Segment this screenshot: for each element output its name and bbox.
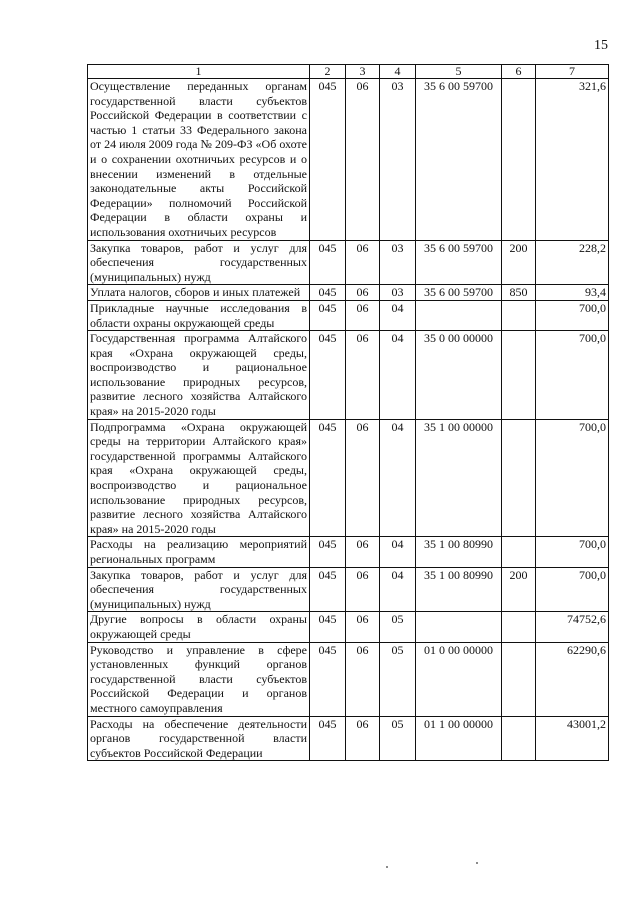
ministry-code-cell: 045	[310, 331, 346, 420]
header-cell: 2	[310, 65, 346, 79]
header-cell: 3	[346, 65, 380, 79]
table-row	[88, 419, 609, 537]
item-name-cell: Подпрограмма «Охрана окружающей среды на территории Алтайского края» государственной программы Алтайского края «Охрана окружающей среды, воспроизводство и рациональное использование природных ресурсов, развитие лесного хозяйства Алтайского края» на 2015-2020 годы	[88, 419, 310, 537]
expense-type-code-cell	[502, 642, 536, 716]
table-row	[88, 716, 609, 761]
section-code-cell: 06	[346, 612, 380, 642]
target-article-code-cell: 01 0 00 00000	[416, 642, 502, 716]
target-article-code-cell: 35 1 00 80990	[416, 567, 502, 612]
amount-cell: 228,2	[536, 240, 609, 285]
ministry-code-cell: 045	[310, 300, 346, 330]
section-code-cell: 06	[346, 419, 380, 537]
amount-cell: 74752,6	[536, 612, 609, 642]
table-row	[88, 300, 609, 330]
ministry-code-cell: 045	[310, 537, 346, 567]
amount-cell: 93,4	[536, 285, 609, 301]
section-code-cell: 06	[346, 285, 380, 301]
subsection-code-cell: 05	[380, 612, 416, 642]
ministry-code-cell: 045	[310, 716, 346, 761]
ministry-code-cell: 045	[310, 285, 346, 301]
header-cell: 5	[416, 65, 502, 79]
amount-cell: 700,0	[536, 300, 609, 330]
table-row	[88, 331, 609, 420]
item-name-cell: Расходы на обеспечение деятельности органов государственной власти субъектов Российской Федерации	[88, 716, 310, 761]
expense-type-code-cell: 850	[502, 285, 536, 301]
table-row	[88, 537, 609, 567]
section-code-cell: 06	[346, 79, 380, 241]
ministry-code-cell: 045	[310, 612, 346, 642]
subsection-code-cell: 04	[380, 567, 416, 612]
subsection-code-cell: 04	[380, 300, 416, 330]
subsection-code-cell: 04	[380, 419, 416, 537]
expense-type-code-cell	[502, 716, 536, 761]
expense-type-code-cell	[502, 537, 536, 567]
subsection-code-cell: 03	[380, 79, 416, 241]
expense-type-code-cell	[502, 612, 536, 642]
amount-cell: 43001,2	[536, 716, 609, 761]
amount-cell: 321,6	[536, 79, 609, 241]
target-article-code-cell: 35 0 00 00000	[416, 331, 502, 420]
item-name-cell: Закупка товаров, работ и услуг для обеспечения государственных (муниципальных) нужд	[88, 567, 310, 612]
section-code-cell: 06	[346, 567, 380, 612]
expense-type-code-cell	[502, 79, 536, 241]
target-article-code-cell: 35 1 00 80990	[416, 537, 502, 567]
section-code-cell: 06	[346, 331, 380, 420]
page-number: 15	[594, 38, 608, 53]
item-name-cell: Осуществление переданных органам государственной власти субъектов Российской Федерации в соответствии с частью 1 статьи 33 Федерального закона от 24 июля 2009 года № 209-ФЗ «Об охоте и о сохранении охотничьих ресурсов и о внесении изменений в отдельные законодательные акты Российской Федерации» полномочий Российской Федерации в области охраны и использования охотничьих ресурсов	[88, 79, 310, 241]
subsection-code-cell: 03	[380, 285, 416, 301]
table-row	[88, 285, 609, 301]
target-article-code-cell: 35 6 00 59700	[416, 240, 502, 285]
item-name-cell: Государственная программа Алтайского края «Охрана окружающей среды, воспроизводство и рациональное использование природных ресурсов, развитие лесного хозяйства Алтайского края» на 2015-2020 годы	[88, 331, 310, 420]
header-cell: 4	[380, 65, 416, 79]
table-row	[88, 642, 609, 716]
header-cell: 1	[88, 65, 310, 79]
table-row	[88, 567, 609, 612]
amount-cell: 62290,6	[536, 642, 609, 716]
target-article-code-cell: 35 1 00 00000	[416, 419, 502, 537]
target-article-code-cell: 35 6 00 59700	[416, 79, 502, 241]
target-article-code-cell: 35 6 00 59700	[416, 285, 502, 301]
budget-table	[87, 64, 609, 761]
amount-cell: 700,0	[536, 537, 609, 567]
header-cell: 7	[536, 65, 609, 79]
subsection-code-cell: 04	[380, 331, 416, 420]
table-row	[88, 612, 609, 642]
expense-type-code-cell	[502, 419, 536, 537]
section-code-cell: 06	[346, 300, 380, 330]
target-article-code-cell	[416, 612, 502, 642]
expense-type-code-cell: 200	[502, 567, 536, 612]
item-name-cell: Уплата налогов, сборов и иных платежей	[88, 285, 310, 301]
expense-type-code-cell	[502, 300, 536, 330]
amount-cell: 700,0	[536, 419, 609, 537]
section-code-cell: 06	[346, 537, 380, 567]
item-name-cell: Прикладные научные исследования в области охраны окружающей среды	[88, 300, 310, 330]
expense-type-code-cell	[502, 331, 536, 420]
target-article-code-cell: 01 1 00 00000	[416, 716, 502, 761]
ministry-code-cell: 045	[310, 79, 346, 241]
scan-speck	[476, 862, 478, 864]
section-code-cell: 06	[346, 240, 380, 285]
subsection-code-cell: 05	[380, 642, 416, 716]
item-name-cell: Закупка товаров, работ и услуг для обеспечения государственных (муниципальных) нужд	[88, 240, 310, 285]
ministry-code-cell: 045	[310, 240, 346, 285]
section-code-cell: 06	[346, 642, 380, 716]
item-name-cell: Другие вопросы в области охраны окружающей среды	[88, 612, 310, 642]
ministry-code-cell: 045	[310, 642, 346, 716]
target-article-code-cell	[416, 300, 502, 330]
header-cell: 6	[502, 65, 536, 79]
subsection-code-cell: 04	[380, 537, 416, 567]
expense-type-code-cell: 200	[502, 240, 536, 285]
table-row	[88, 240, 609, 285]
scan-speck	[386, 866, 388, 868]
section-code-cell: 06	[346, 716, 380, 761]
amount-cell: 700,0	[536, 567, 609, 612]
table-header-row	[88, 65, 609, 79]
item-name-cell: Руководство и управление в сфере установленных функций органов государственной власти субъектов Российской Федерации и органов местного самоуправления	[88, 642, 310, 716]
amount-cell: 700,0	[536, 331, 609, 420]
ministry-code-cell: 045	[310, 419, 346, 537]
subsection-code-cell: 03	[380, 240, 416, 285]
subsection-code-cell: 05	[380, 716, 416, 761]
item-name-cell: Расходы на реализацию мероприятий региональных программ	[88, 537, 310, 567]
table-row	[88, 79, 609, 241]
ministry-code-cell: 045	[310, 567, 346, 612]
